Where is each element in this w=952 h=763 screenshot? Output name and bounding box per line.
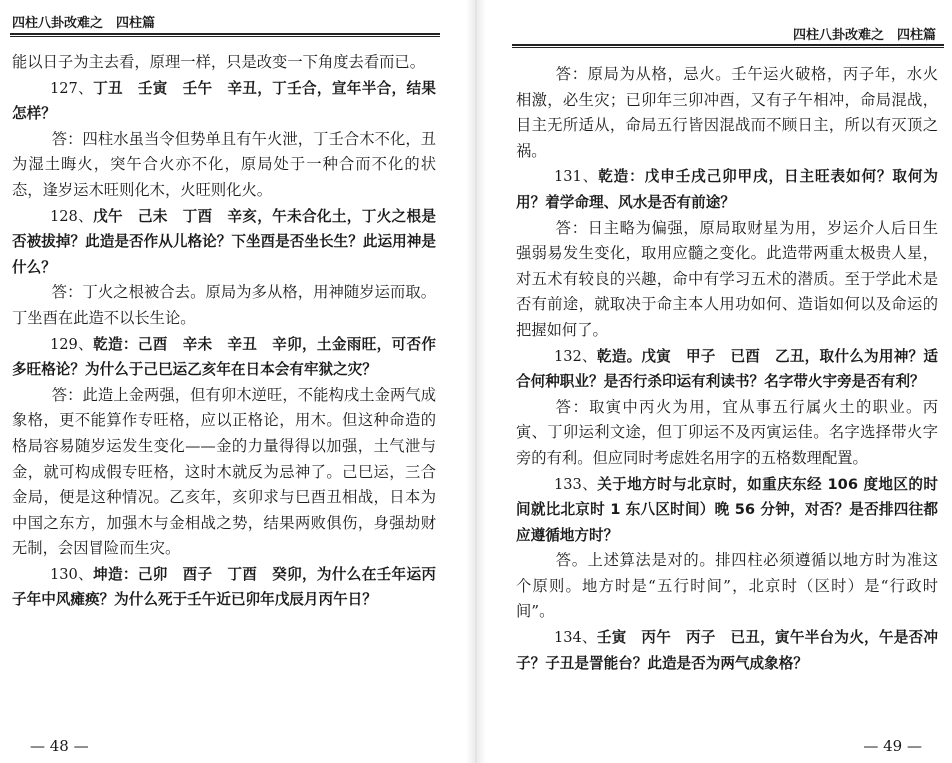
header-rule xyxy=(10,33,440,37)
question-text: 坤造：己卯 酉子 丁酉 癸卯，为什么在壬年运丙子年中风瘫痪？为什么死于壬午近已卯年戊辰月丙午日？ xyxy=(12,565,436,609)
question-133 xyxy=(516,472,938,549)
question-129 xyxy=(12,332,436,383)
book-gutter xyxy=(466,0,486,763)
answer-130: 答：原局为从格，忌火。壬午运火破格，丙子年，水火相激，必生灾；已卯年三卯冲酉，又有子午相冲，命局混战，目主无所适从，命局五行皆因混战而不顾日主，所以有灭顶之祸。 xyxy=(516,65,938,160)
question-134 xyxy=(516,625,938,676)
page-body xyxy=(516,62,938,676)
question-131 xyxy=(516,164,938,215)
question-127 xyxy=(12,76,436,127)
answer-133: 答。上述算法是对的。排四柱必须遵循以地方时为准这个原则。地方时是“五行时间”，北京时（区时）是“行政时间”。 xyxy=(516,551,938,621)
question-text: 戊午 己未 丁酉 辛亥，午未合化土，丁火之根是否被拔掉？此造是否作从儿格论？下坐酉是否坐长生？此运用神是什么？ xyxy=(12,207,436,276)
question-number: 133、 xyxy=(553,475,598,493)
running-header: 四柱八卦改难之 四柱篇 xyxy=(12,16,156,31)
page-body xyxy=(12,50,436,613)
right-page xyxy=(486,0,952,763)
question-text: 乾造：戊申壬戌己卯甲戌，日主旺表如何？取何为用？着学命理、风水是否有前途？ xyxy=(516,168,938,211)
question-text: 乾造：己酉 辛未 辛丑 辛卯，土金雨旺，可否作多旺格论？为什么于己巳运乙亥年在日本会有牢狱之灾？ xyxy=(12,335,436,379)
running-header: 四柱八卦改难之 四柱篇 xyxy=(792,28,936,43)
question-text: 关于地方时与北京时，如重庆东经 106 度地区的时间就比北京时 1 东八区时间）晚 56 分钟，对否？是否排四往都应遵循地方时？ xyxy=(516,475,938,544)
question-number: 131、 xyxy=(553,168,599,186)
page-number: — 48 — xyxy=(30,737,89,755)
question-number: 130、 xyxy=(49,565,94,583)
question-text: 乾造。戊寅 甲子 已酉 乙丑，取什么为用神？适合何种职业？是否行杀印运有利读书？名字带火宇旁是否有利？ xyxy=(516,347,938,391)
question-number: 128、 xyxy=(49,207,94,225)
answer-128: 答：丁火之根被合去。原局为多从格，用神随岁运而取。丁坐酉在此造不以长生论。 xyxy=(12,283,436,327)
question-number: 129、 xyxy=(49,335,94,353)
question-text: 丁丑 壬寅 壬午 辛丑，丁壬合，宣年半合，结果怎样？ xyxy=(12,79,436,123)
question-130 xyxy=(12,562,436,613)
answer-132: 答：取寅中丙火为用，宜从事五行属火土的职业。丙寅、丁卯运利文途，但丁卯运不及丙寅运佳。名字选择带火字旁的有利。但应同时考虑姓名用字的五格数理配置。 xyxy=(516,397,938,467)
answer-127: 答：四柱水虽当令但势单且有午火泄，丁壬合木不化，丑为湿土晦火，突午合火亦不化，原局处于一种合而不化的状态，逢岁运木旺则化木，火旺则化火。 xyxy=(12,129,436,199)
question-text: 壬寅 丙午 丙子 已丑，寅午半台为火，午是否冲子？子丑是詈能台？此造是否为两气成象格？ xyxy=(516,629,938,672)
left-page xyxy=(0,0,466,763)
continuation-text: 能以日子为主去看，原理一样，只是改变一下角度去看而已。 xyxy=(12,53,426,71)
answer-131: 答：日主略为偏强，原局取财星为用，岁运介人后日生强弱易发生变化，取用应髓之变化。此造带两重太极贵人星，对五术有较良的兴趣，命中有学习五术的潜质。至于学此术是否有前途，就取决于命主本人用功如何、造诣如何以及命运的把握如何了。 xyxy=(516,218,938,339)
answer-129: 答：此造上金两强，但有卯木逆旺，不能构戌土金两气成象格，更不能算作专旺格，应以正格论，用木。但这种命造的格局容易随岁运发生变化——金的力量得得以加强，土气泄与金，就可构成假专旺格，这时木就反为忌神了。己巳运，三合金局，便是这种情况。乙亥年，亥卯求与巳酉丑相战，日本为中国之东方，加强木与金相战之势，结果两败俱伤，身强劫财无制，会因冒险而生灾。 xyxy=(12,385,436,558)
page-number: — 49 — xyxy=(863,737,922,755)
question-number: 132、 xyxy=(553,347,597,365)
header-rule xyxy=(512,44,944,48)
question-number: 127、 xyxy=(49,79,94,97)
question-132 xyxy=(516,344,938,395)
question-128 xyxy=(12,204,436,281)
question-number: 134、 xyxy=(553,629,597,647)
